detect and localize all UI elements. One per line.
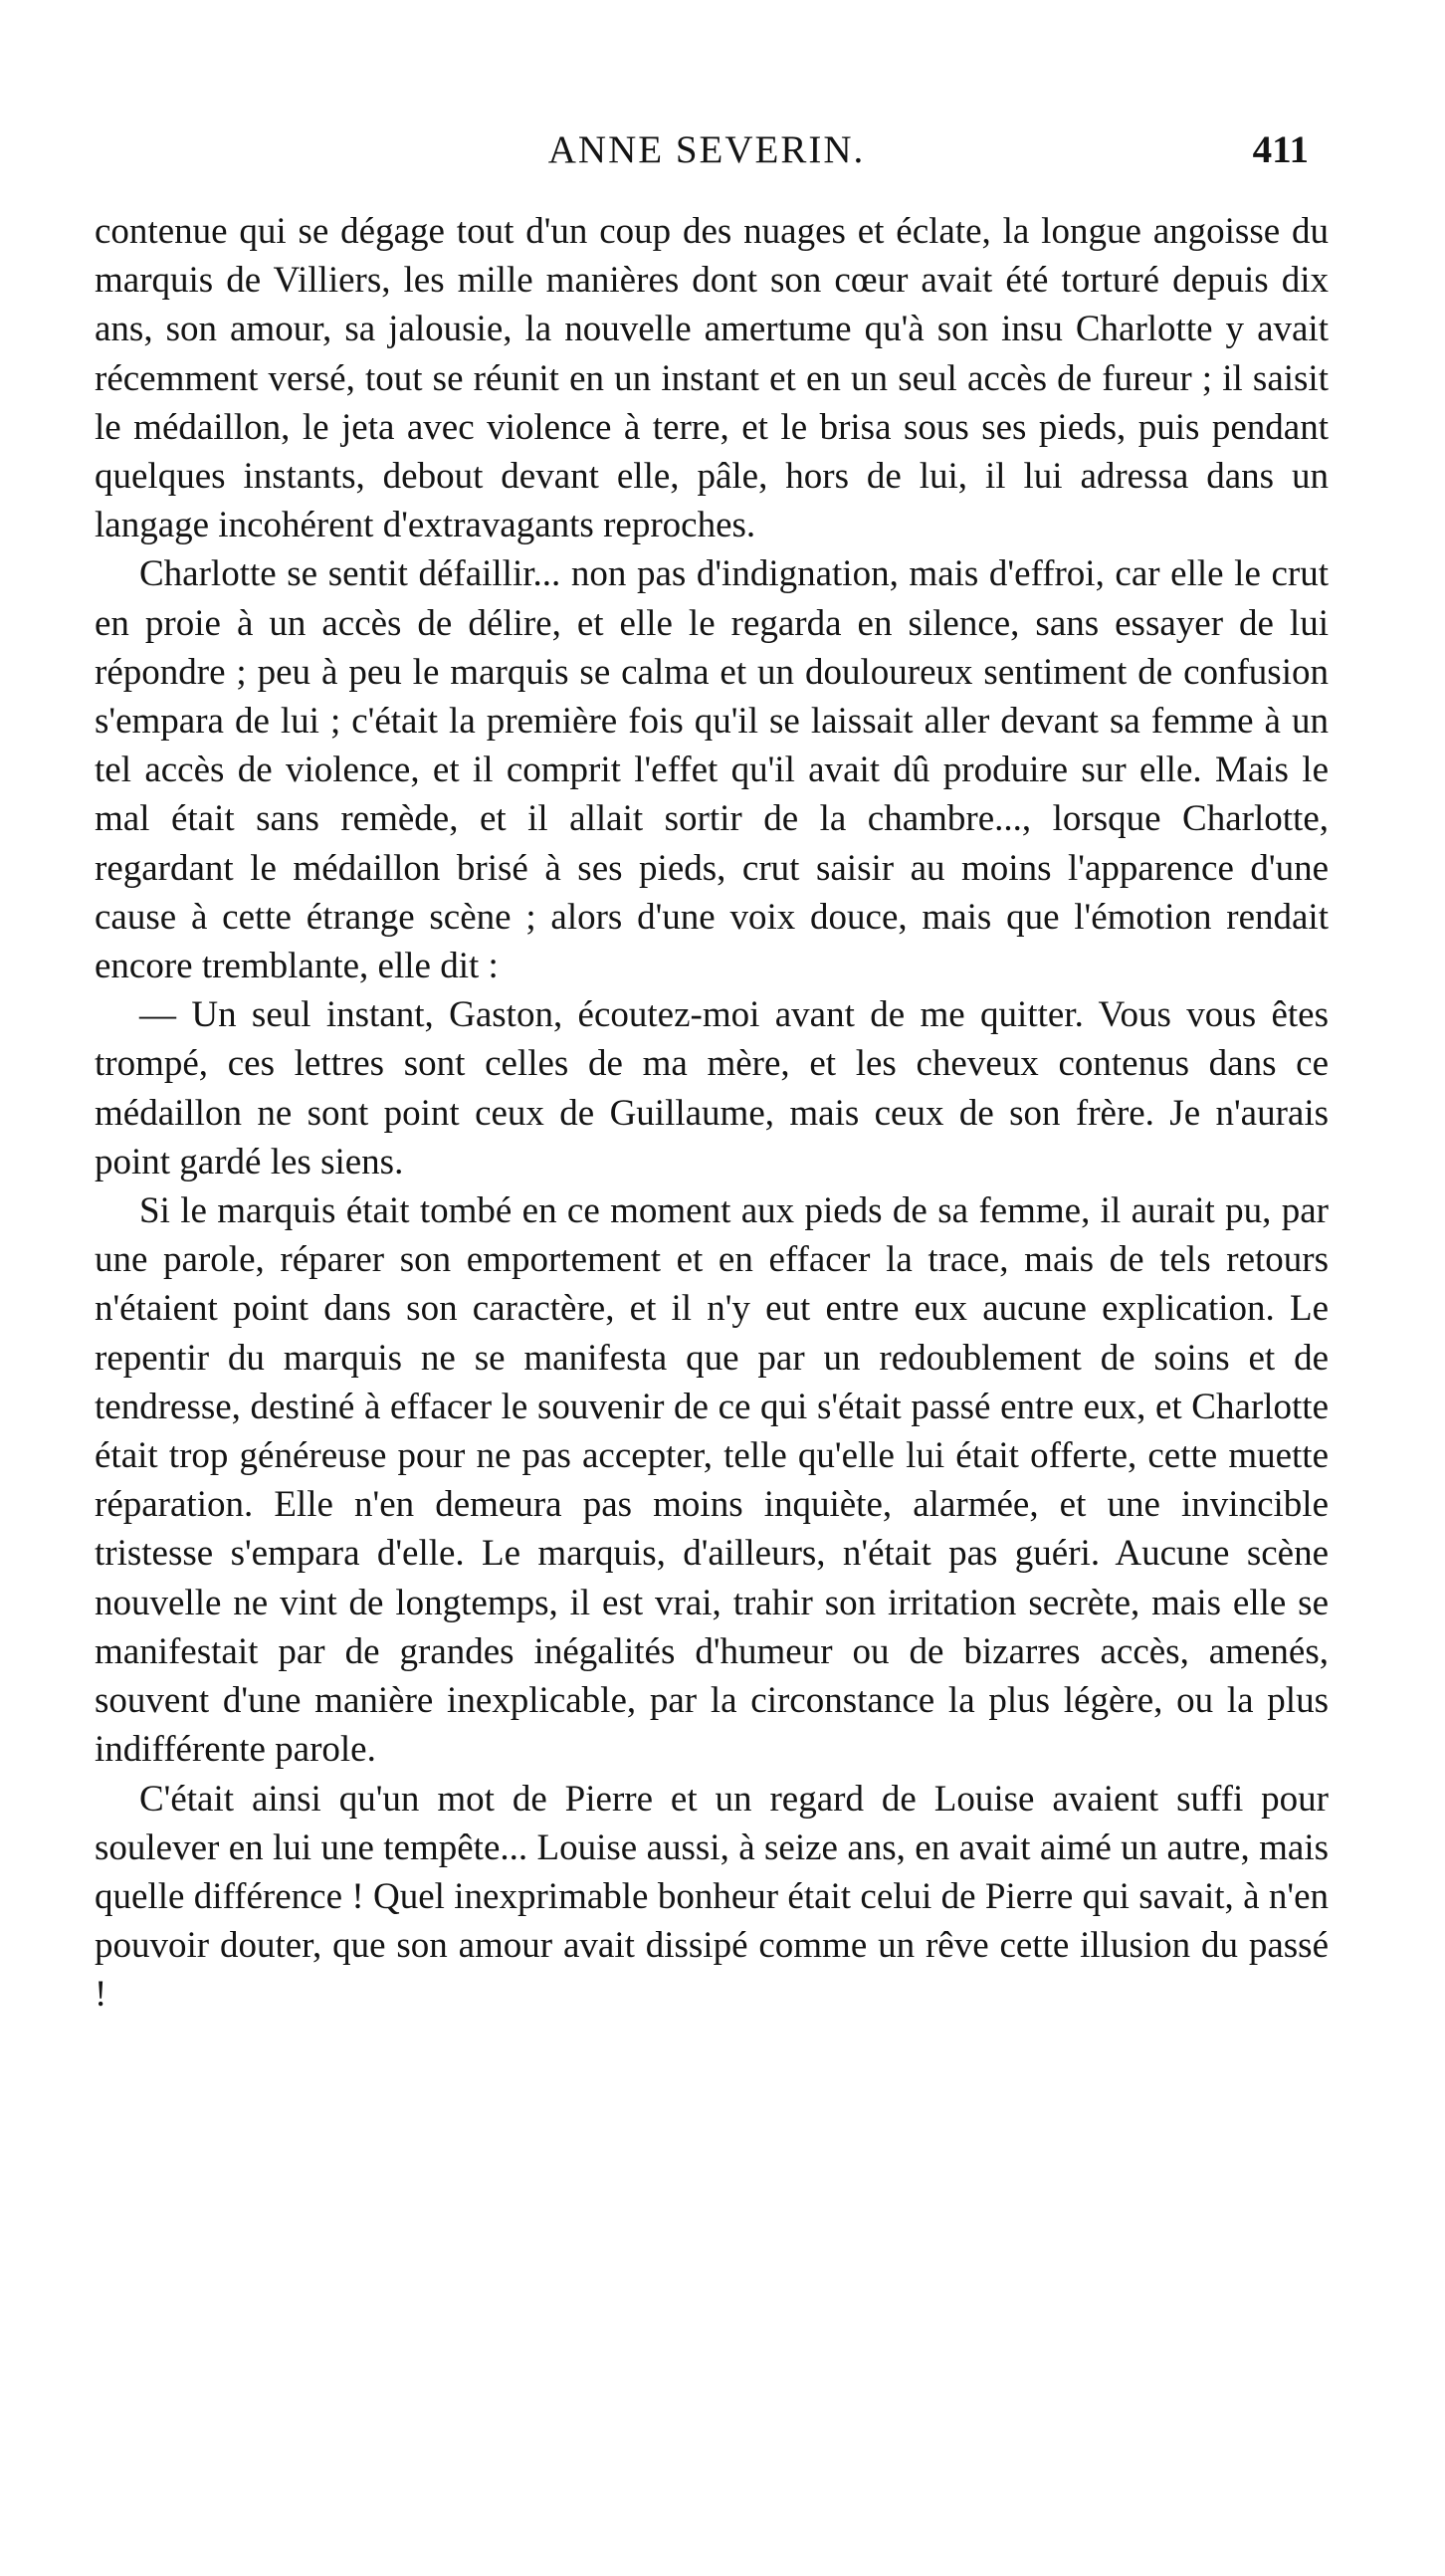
page-number: 411 — [1252, 128, 1309, 171]
paragraph: contenue qui se dégage tout d'un coup des nuages et éclate, la longue angoisse du marquis de Villiers, les mille manières dont son cœur avait été torturé depuis dix ans, son amour, sa jalousie, la nouvelle amertume qu'à son insu Charlotte y avait récemment versé, tout se réunit en un instant et en un seul accès de fureur ; il saisit le médaillon, le jeta avec violence à terre, et le brisa sous ses pieds, puis pendant quelques instants, debout devant elle, pâle, hors de lui, il lui adressa dans un langage incohérent d'extravagants reproches. — [95, 211, 1329, 546]
page-header — [95, 127, 1319, 187]
paragraph: Si le marquis était tombé en ce moment aux pieds de sa femme, il aurait pu, par une parole, réparer son emportement et en effacer la trace, mais de tels retours n'étaient point dans son caractère, et il n'y eut entre eux aucune explication. Le repentir du marquis ne se manifesta que par un redoublement de soins et de tendresse, destiné à effacer le souvenir de ce qui s'était passé entre eux, et Charlotte était trop généreuse pour ne pas accepter, telle qu'elle lui était offerte, cette muette réparation. Elle n'en demeura pas moins inquiète, alarmée, et une invincible tristesse s'empara d'elle. Le marquis, d'ailleurs, n'était pas guéri. Aucune scène nouvelle ne vint de longtemps, il est vrai, trahir son irritation secrète, mais elle se manifestait par de grandes inégalités d'humeur ou de bizarres accès, amenés, souvent d'une manière inexplicable, par la circonstance la plus légère, ou la plus indifférente parole. — [95, 1190, 1329, 1771]
paragraph: C'était ainsi qu'un mot de Pierre et un regard de Louise avaient suffi pour soulever en lui une tempête... Louise aussi, à seize ans, en avait aimé un autre, mais quelle différence ! Quel inexprimable bonheur était celui de Pierre qui savait, à n'en pouvoir douter, que son amour avait dissipé comme un rêve cette illusion du passé ! — [95, 1778, 1329, 2016]
paragraph: — Un seul instant, Gaston, écoutez-moi avant de me quitter. Vous vous êtes trompé, ces lettres sont celles de ma mère, et les cheveux contenus dans ce médaillon ne sont point ceux de Guillaume, mais ceux de son frère. Je n'aurais point gardé les siens. — [95, 994, 1329, 1182]
running-head: ANNE SEVERIN. — [547, 128, 866, 171]
paragraph: Charlotte se sentit défaillir... non pas d'indignation, mais d'effroi, car elle le crut en proie à un accès de délire, et elle le regarda en silence, sans essayer de lui répondre ; peu à peu le marquis se calma et un douloureux sentiment de confusion s'empara de lui ; c'était la première fois qu'il se laissait aller devant sa femme à un tel accès de violence, et il comprit l'effet qu'il avait dû produire sur elle. Mais le mal était sans remède, et il allait sortir de la chambre..., lorsque Charlotte, regardant le médaillon brisé à ses pieds, crut saisir au moins l'apparence d'une cause à cette étrange scène ; alors d'une voix douce, mais que l'émotion rendait encore tremblante, elle dit : — [95, 553, 1329, 987]
body-text — [95, 207, 1329, 2020]
